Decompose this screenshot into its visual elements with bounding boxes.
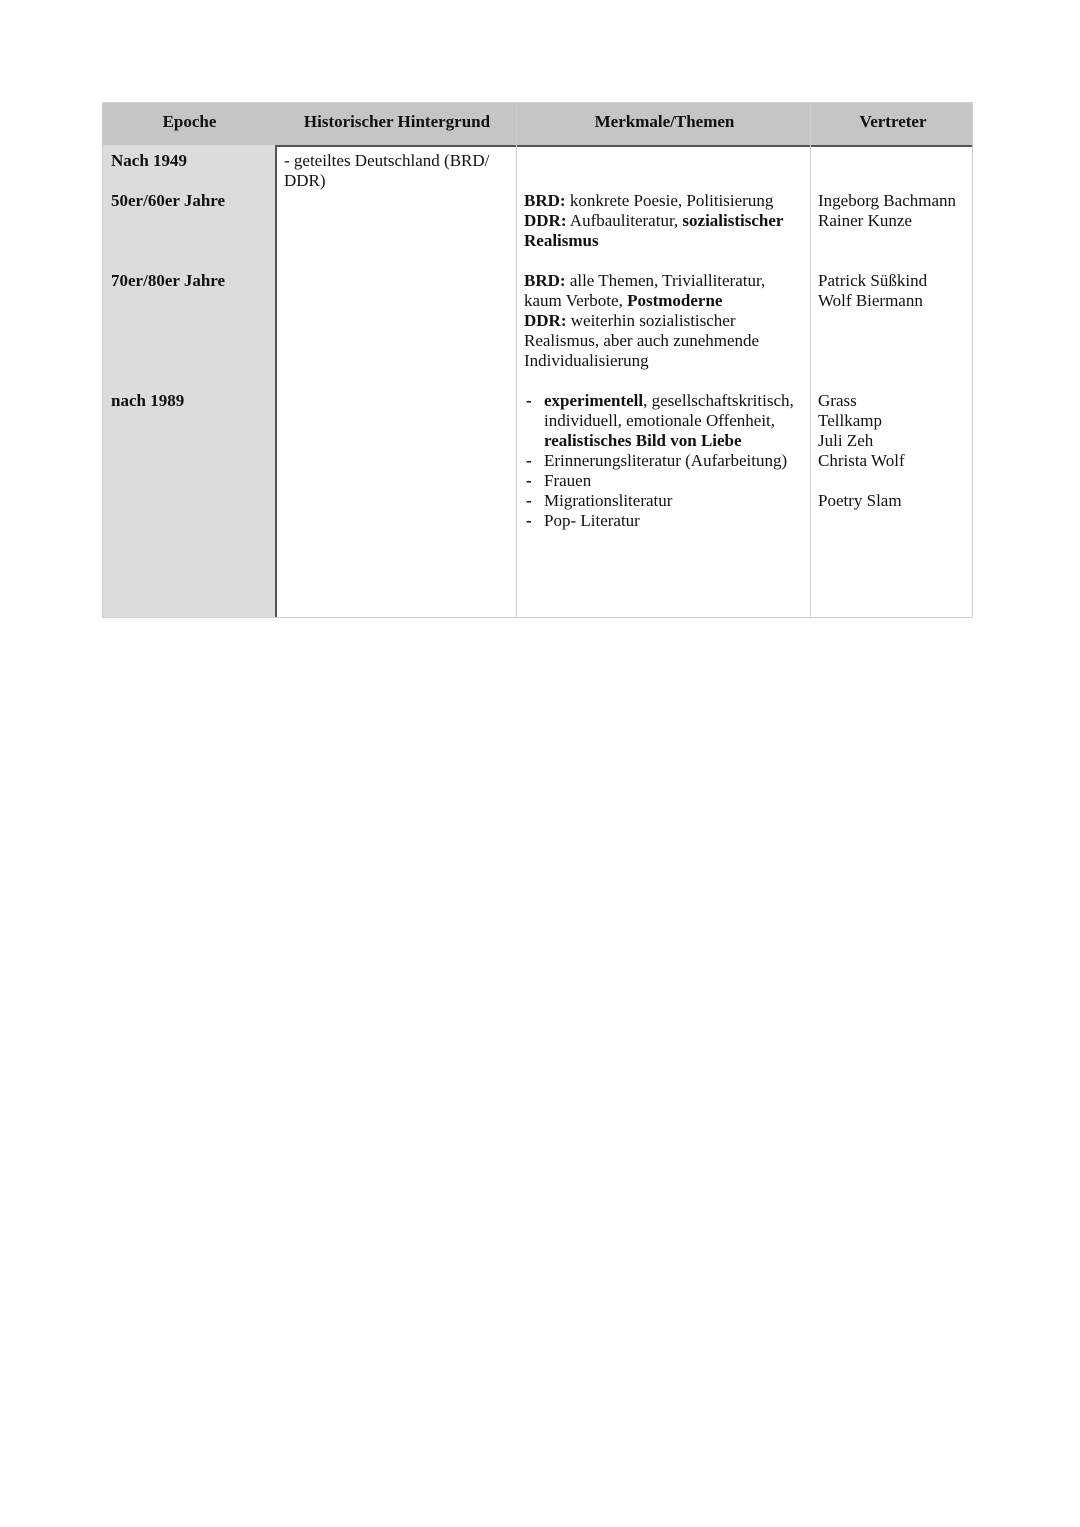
vertreter-name: Ingeborg Bachmann [818,191,957,210]
merkmale-brd [524,271,796,311]
list-item: - Erinnerungsliteratur (Aufarbeitung) [524,451,808,471]
ddr-text: Aufbauliteratur, [566,211,683,230]
ddr-text: weiterhin sozialistischer Realismus, aber auch zunehmende Individualisierung [524,311,760,370]
vertreter-70er-80er [818,271,973,311]
merkmale-brd [524,191,808,211]
vertreter-name: Wolf Biermann [818,291,923,310]
merkmale-list [524,391,808,531]
item-text: , gesellschaftskritisch, individuell, emotionale Offenheit, [544,391,794,430]
vertreter-nach-1989 [818,391,973,511]
list-item: - Frauen [524,471,808,491]
hintergrund-nach-1949: - geteiltes Deutschland (BRD/ DDR) [284,151,490,190]
ddr-label: DDR: [524,311,567,330]
header-epoche: Epoche [162,112,217,131]
vertreter-name: Juli Zeh [818,431,874,450]
epoche-nach-1989: nach 1989 [111,391,185,410]
brd-bold: Postmoderne [627,291,723,310]
header-vertreter: Vertreter [859,112,927,131]
list-item: - Pop- Literatur [524,511,808,531]
item-bold: realistisches Bild von Liebe [544,431,742,450]
spacer [818,471,973,491]
list-item: - Migrationsliteratur [524,491,808,511]
header-hintergrund: Historischer Hintergrund [303,112,491,131]
vertreter-name: Patrick Süßkind [818,271,928,290]
header-merkmale: Merkmale/Themen [594,112,735,131]
epoche-nach-1949: Nach 1949 [111,151,188,170]
column-divider [275,145,277,617]
epoche-50er-60er: 50er/60er Jahre [111,191,226,210]
column-divider [516,103,517,617]
merkmale-ddr [524,311,796,371]
column-divider [810,103,811,617]
epoche-column-bg [103,145,276,617]
vertreter-name: Rainer Kunze [818,211,912,230]
table-header [103,103,972,147]
ddr-label: DDR: [524,211,567,230]
brd-label: BRD: [524,191,566,210]
vertreter-name: Poetry Slam [818,491,902,510]
brd-label: BRD: [524,271,566,290]
brd-text: alle Themen, Trivialliteratur, kaum Verbote, [524,271,766,310]
ddr-bold: sozialistischer Realismus [524,211,784,250]
merkmale-ddr [524,211,808,251]
list-item [524,391,808,451]
merkmale-nach-1989 [524,391,808,531]
vertreter-name: Christa Wolf [818,451,905,470]
epochen-table [102,102,973,618]
merkmale-70er-80er [524,271,796,371]
epoche-70er-80er: 70er/80er Jahre [111,271,226,290]
vertreter-name: Grass [818,391,857,410]
item-bold: experimentell [544,391,644,410]
merkmale-50er-60er [524,191,808,251]
vertreter-50er-60er [818,191,973,231]
vertreter-name: Tellkamp [818,411,882,430]
brd-text: konkrete Poesie, Politisierung [565,191,774,210]
